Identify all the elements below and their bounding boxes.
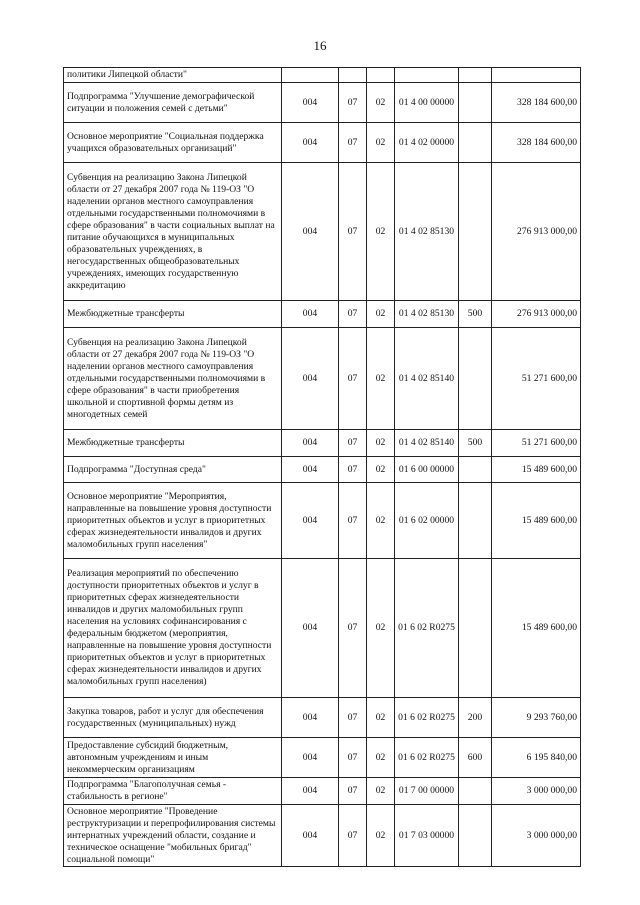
cell-target: 01 4 00 00000 [395,83,459,123]
table-row [64,430,581,457]
cell-ministry: 004 [282,328,339,430]
table-row [64,559,581,698]
cell-section: 07 [339,805,367,867]
cell-section: 07 [339,163,367,301]
table-row [64,483,581,559]
cell-subsection: 02 [367,483,395,559]
cell-section: 07 [339,328,367,430]
cell-target: 01 6 00 00000 [395,457,459,483]
cell-expense-type [459,163,492,301]
cell-name: Основное мероприятие "Социальная поддержка учащихся образовательных организаций" [64,123,282,163]
table-row [64,457,581,483]
cell-target [395,68,459,83]
cell-name: Подпрограмма "Доступная среда" [64,457,282,483]
cell-section: 07 [339,301,367,328]
cell-section: 07 [339,123,367,163]
cell-subsection: 02 [367,805,395,867]
cell-expense-type: 500 [459,301,492,328]
table-row [64,328,581,430]
cell-name: Основное мероприятие "Мероприятия, направленные на повышение уровня доступности приоритетных объектов и услуг в приоритетных сферах жизнедеятельности инвалидов и других маломобильных групп населения" [64,483,282,559]
cell-name: Подпрограмма "Улучшение демографической ситуации и положения семей с детьми" [64,83,282,123]
cell-amount: 3 000 000,00 [492,778,581,805]
cell-subsection: 02 [367,778,395,805]
cell-section: 07 [339,430,367,457]
cell-expense-type [459,805,492,867]
table-row [64,805,581,867]
cell-ministry [282,68,339,83]
cell-subsection [367,68,395,83]
cell-amount: 328 184 600,00 [492,123,581,163]
cell-subsection: 02 [367,738,395,778]
cell-amount: 51 271 600,00 [492,430,581,457]
cell-expense-type [459,457,492,483]
cell-amount: 15 489 600,00 [492,483,581,559]
cell-ministry: 004 [282,698,339,738]
cell-expense-type [459,778,492,805]
table-row [64,301,581,328]
budget-table [63,67,581,867]
cell-name: Подпрограмма "Благополучная семья - стабильность в регионе" [64,778,282,805]
cell-target: 01 4 02 85140 [395,430,459,457]
cell-amount: 276 913 000,00 [492,163,581,301]
cell-expense-type [459,328,492,430]
cell-name: политики Липецкой области" [64,68,282,83]
cell-target: 01 4 02 00000 [395,123,459,163]
cell-subsection: 02 [367,457,395,483]
cell-ministry: 004 [282,123,339,163]
cell-subsection: 02 [367,163,395,301]
cell-subsection: 02 [367,559,395,698]
cell-section: 07 [339,457,367,483]
cell-target: 01 7 03 00000 [395,805,459,867]
cell-expense-type [459,483,492,559]
cell-ministry: 004 [282,457,339,483]
cell-section: 07 [339,83,367,123]
cell-ministry: 004 [282,430,339,457]
cell-target: 01 7 00 00000 [395,778,459,805]
cell-amount: 51 271 600,00 [492,328,581,430]
cell-amount [492,68,581,83]
cell-section: 07 [339,483,367,559]
cell-section: 07 [339,559,367,698]
table-row [64,698,581,738]
cell-target: 01 6 02 R0275 [395,698,459,738]
cell-name: Межбюджетные трансферты [64,301,282,328]
cell-section: 07 [339,778,367,805]
cell-subsection: 02 [367,430,395,457]
cell-ministry: 004 [282,483,339,559]
cell-target: 01 4 02 85130 [395,163,459,301]
cell-target: 01 6 02 R0275 [395,559,459,698]
cell-expense-type: 500 [459,430,492,457]
cell-target: 01 4 02 85130 [395,301,459,328]
cell-amount: 328 184 600,00 [492,83,581,123]
cell-name: Закупка товаров, работ и услуг для обеспечения государственных (муниципальных) нужд [64,698,282,738]
cell-expense-type: 600 [459,738,492,778]
cell-amount: 15 489 600,00 [492,457,581,483]
table-row [64,778,581,805]
cell-ministry: 004 [282,738,339,778]
cell-section: 07 [339,698,367,738]
cell-amount: 15 489 600,00 [492,559,581,698]
cell-section [339,68,367,83]
table-row [64,738,581,778]
cell-expense-type [459,68,492,83]
cell-expense-type: 200 [459,698,492,738]
table-row [64,123,581,163]
cell-amount: 6 195 840,00 [492,738,581,778]
cell-subsection: 02 [367,83,395,123]
cell-subsection: 02 [367,698,395,738]
cell-ministry: 004 [282,301,339,328]
cell-name: Основное мероприятие "Проведение реструктуризации и перепрофилирования системы интернатных учреждений области, создание и техническое оснащение "мобильных бригад" социальной помощи" [64,805,282,867]
table-row [64,163,581,301]
cell-name: Межбюджетные трансферты [64,430,282,457]
cell-target: 01 6 02 R0275 [395,738,459,778]
cell-name: Субвенция на реализацию Закона Липецкой области от 27 декабря 2007 года № 119-ОЗ "О наделении органов местного самоуправления отдельными государственными полномочиями в сфере образования" в части приобретения школьной и спортивной формы детям из многодетных семей [64,328,282,430]
cell-subsection: 02 [367,301,395,328]
cell-name: Предоставление субсидий бюджетным, автономным учреждениям и иным некоммерческим организациям [64,738,282,778]
cell-expense-type [459,83,492,123]
table-body [64,68,581,867]
table-row [64,83,581,123]
page-number: 16 [313,38,327,53]
cell-amount: 3 000 000,00 [492,805,581,867]
cell-ministry: 004 [282,805,339,867]
cell-target: 01 4 02 85140 [395,328,459,430]
cell-subsection: 02 [367,328,395,430]
cell-ministry: 004 [282,778,339,805]
cell-amount: 9 293 760,00 [492,698,581,738]
cell-ministry: 004 [282,559,339,698]
cell-subsection: 02 [367,123,395,163]
cell-target: 01 6 02 00000 [395,483,459,559]
cell-ministry: 004 [282,83,339,123]
cell-section: 07 [339,738,367,778]
cell-ministry: 004 [282,163,339,301]
cell-amount: 276 913 000,00 [492,301,581,328]
table-row [64,68,581,83]
cell-expense-type [459,559,492,698]
cell-name: Субвенция на реализацию Закона Липецкой области от 27 декабря 2007 года № 119-ОЗ "О наделении органов местного самоуправления отдельными государственными полномочиями в сфере образования" в части социальных выплат на питание обучающихся в муниципальных образовательных учреждениях, в негосударственных общеобразовательных учреждениях, имеющих государственную аккредитацию [64,163,282,301]
cell-name: Реализация мероприятий по обеспечению доступности приоритетных объектов и услуг в приоритетных сферах жизнедеятельности инвалидов и других маломобильных групп населения на условиях софинансирования с федеральным бюджетом (мероприятия, направленные на повышение уровня доступности приоритетных объектов и услуг в приоритетных сферах жизнедеятельности инвалидов и других маломобильных групп населения) [64,559,282,698]
cell-expense-type [459,123,492,163]
